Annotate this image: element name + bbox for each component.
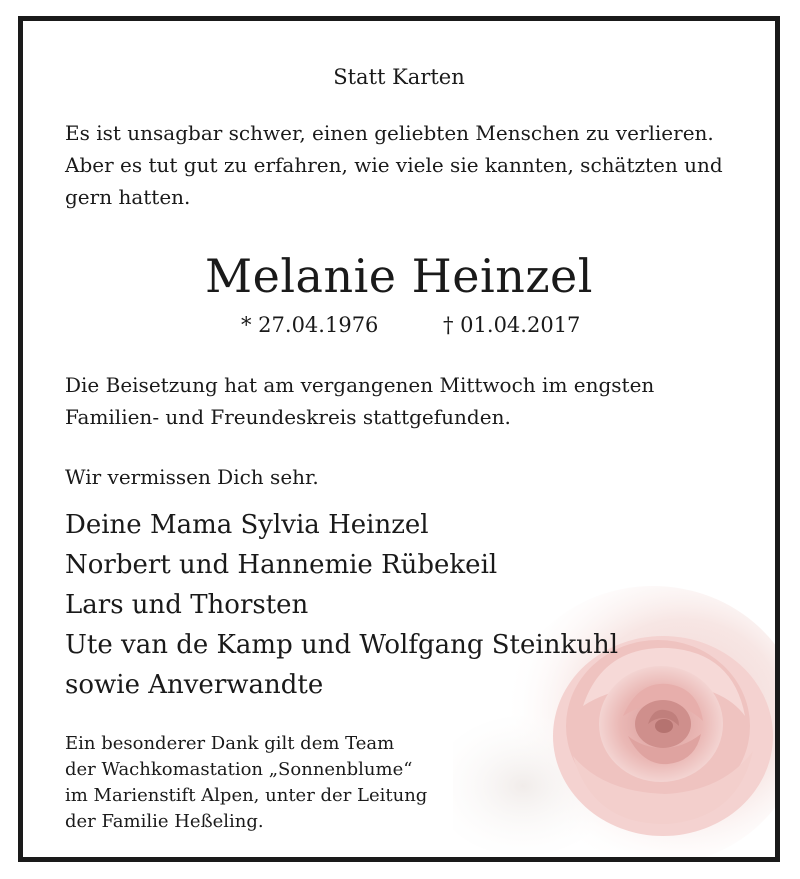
signer-5: sowie Anverwandte — [65, 670, 324, 700]
header-statt-karten: Statt Karten — [333, 65, 465, 89]
birth-date: * 27.04.1976 — [241, 313, 379, 337]
funeral-line-1: Die Beisetzung hat am vergangenen Mittwoch im engsten — [65, 373, 655, 397]
miss-line: Wir vermissen Dich sehr. — [65, 465, 319, 489]
thanks-line-3: im Marienstift Alpen, unter der Leitung — [65, 785, 428, 806]
signer-3: Lars und Thorsten — [65, 590, 309, 620]
funeral-line-2: Familien- und Freundeskreis stattgefunden. — [65, 405, 511, 429]
intro-line-3: gern hatten. — [65, 185, 191, 209]
intro-line-2: Aber es tut gut zu erfahren, wie viele sie kannten, schätzten und — [65, 153, 723, 177]
deceased-name: Melanie Heinzel — [205, 249, 593, 303]
thanks-line-2: der Wachkomastation „Sonnenblume“ — [65, 759, 413, 780]
thanks-line-1: Ein besonderer Dank gilt dem Team — [65, 733, 395, 754]
obituary-frame — [18, 16, 780, 862]
thanks-line-4: der Familie Heßeling. — [65, 811, 264, 832]
intro-line-1: Es ist unsagbar schwer, einen geliebten Menschen zu verlieren. — [65, 121, 714, 145]
signer-2: Norbert und Hannemie Rübekeil — [65, 550, 498, 580]
signer-1: Deine Mama Sylvia Heinzel — [65, 510, 429, 540]
signer-4: Ute van de Kamp und Wolfgang Steinkuhl — [65, 630, 619, 660]
death-date: † 01.04.2017 — [443, 313, 581, 337]
